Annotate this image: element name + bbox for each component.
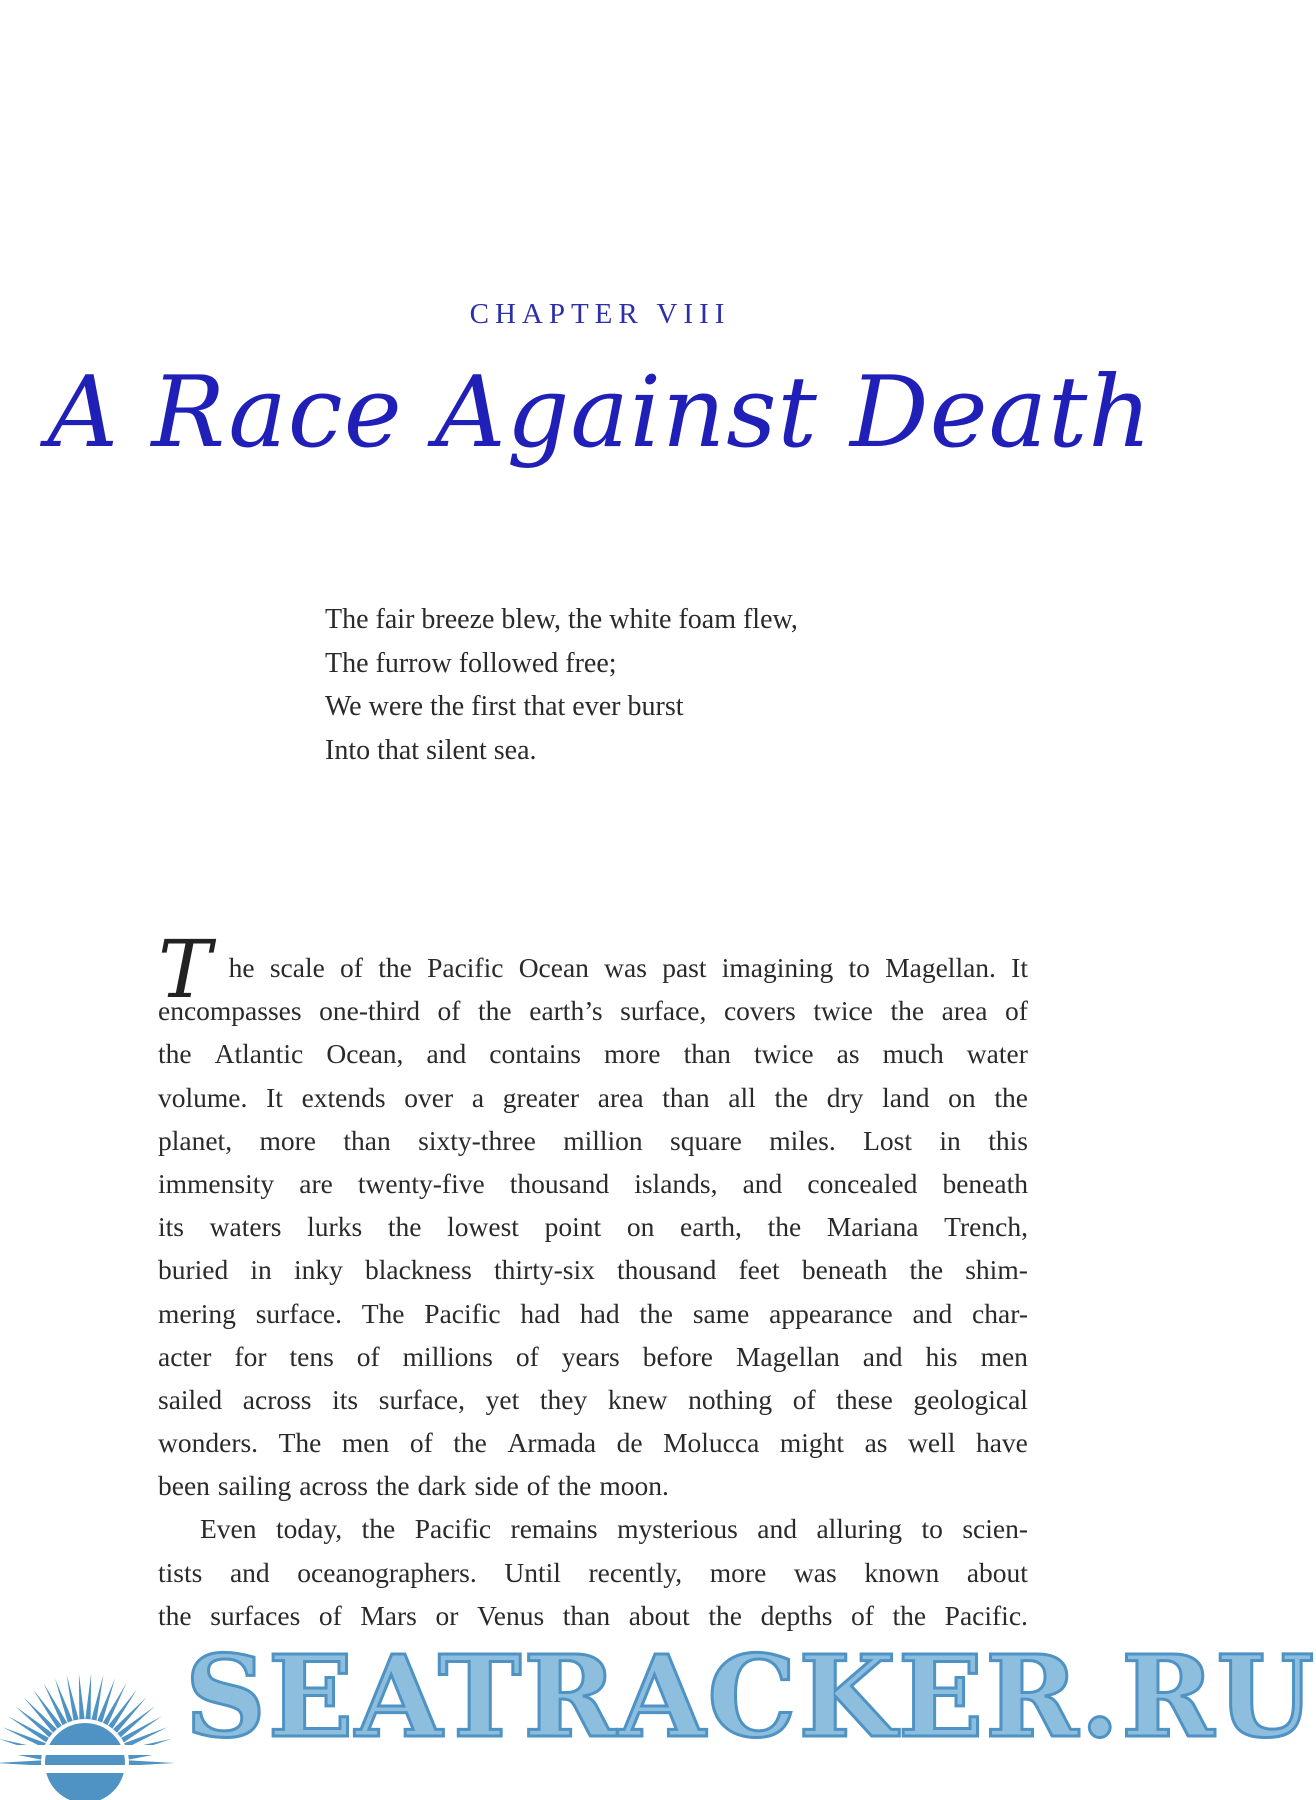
body-word: known <box>864 1556 940 1588</box>
body-word: knew <box>607 1383 668 1415</box>
body-word: side <box>474 1470 519 1502</box>
body-word: extends <box>301 1081 386 1113</box>
body-line <box>158 1248 1028 1291</box>
sun-ray <box>97 1678 115 1722</box>
body-word: Ocean, <box>326 1038 404 1070</box>
body-word: tists <box>158 1556 203 1588</box>
body-word: the <box>708 1599 743 1631</box>
body-word: surface. <box>255 1297 342 1329</box>
body-word: covers <box>723 995 796 1027</box>
body-word: of <box>437 995 461 1027</box>
body-word: Atlantic <box>214 1038 304 1070</box>
body-word: are <box>299 1167 333 1199</box>
body-word: to <box>921 1513 943 1545</box>
body-word: char- <box>972 1297 1028 1329</box>
body-word: the <box>909 1254 944 1286</box>
body-word: of <box>340 952 363 983</box>
body-line <box>158 1162 1028 1205</box>
body-word: oceanographers. <box>297 1556 477 1588</box>
body-line <box>158 1507 1028 1550</box>
body-word: wonders. <box>158 1427 259 1459</box>
body-word: buried <box>158 1254 229 1286</box>
body-word: twice <box>813 995 873 1027</box>
body-word: in <box>250 1254 272 1286</box>
body-word: its <box>332 1383 359 1415</box>
body-word: of <box>318 1599 342 1631</box>
body-word: of <box>515 1340 539 1372</box>
body-word: he <box>228 952 255 983</box>
body-word: the <box>767 1211 802 1243</box>
body-word: more <box>604 1038 661 1070</box>
body-word: or <box>435 1599 459 1631</box>
body-word: have <box>975 1427 1028 1459</box>
body-word: surface, <box>620 995 707 1027</box>
body-word: Pacific <box>427 952 504 983</box>
body-word: It <box>1011 952 1028 983</box>
body-word: men <box>980 1340 1028 1372</box>
body-word: its <box>158 1211 184 1243</box>
body-word: de <box>616 1427 643 1459</box>
body-word: a <box>471 1081 485 1113</box>
body-line <box>158 1205 1028 1248</box>
body-word: moon. <box>599 1470 669 1502</box>
body-word: scien- <box>962 1513 1028 1545</box>
body-word: thousand <box>509 1167 610 1199</box>
body-word: the <box>890 995 925 1027</box>
body-word: of <box>1005 995 1028 1027</box>
body-word: alluring <box>816 1513 902 1545</box>
body-word: years <box>561 1340 620 1372</box>
body-word: these <box>836 1383 893 1415</box>
body-word: Magellan. <box>885 952 996 983</box>
epigraph-line: The fair breeze blew, the white foam flew, <box>325 604 798 635</box>
body-word: today, <box>275 1513 343 1545</box>
body-word: as <box>836 1038 860 1070</box>
body-word: before <box>642 1340 713 1372</box>
body-word: water <box>966 1038 1028 1070</box>
body-word: than <box>683 1038 731 1070</box>
body-word: twice <box>754 1038 814 1070</box>
body-word: Mariana <box>826 1211 919 1243</box>
body-word: Pacific. <box>944 1599 1028 1631</box>
body-word: mysterious <box>617 1513 738 1545</box>
body-word: dark <box>417 1470 467 1502</box>
body-word: Even <box>200 1513 257 1545</box>
epigraph <box>325 598 798 772</box>
body-word: men <box>341 1427 390 1459</box>
body-word: and <box>742 1167 783 1199</box>
body-word: area <box>597 1081 644 1113</box>
body-word: shim- <box>965 1254 1028 1286</box>
body-word: than <box>562 1599 611 1631</box>
body-word: sailed <box>158 1383 223 1415</box>
body-word: the <box>639 1297 674 1329</box>
body-word: the <box>158 1038 192 1070</box>
body-word: across <box>299 1470 368 1502</box>
body-word: much <box>882 1038 944 1070</box>
body-word: same <box>692 1297 750 1329</box>
body-word: mering <box>158 1297 236 1329</box>
body-word: across <box>242 1383 312 1415</box>
body-word: point <box>544 1211 602 1243</box>
sun-ray <box>85 1673 91 1719</box>
body-word: appearance <box>769 1297 893 1329</box>
body-word: might <box>779 1427 845 1459</box>
body-word: miles. <box>769 1124 836 1156</box>
body-word: islands, <box>634 1167 718 1199</box>
body-word: all <box>728 1081 756 1113</box>
body-word: than <box>662 1081 710 1113</box>
body-word: The <box>278 1427 322 1459</box>
body-word: over <box>404 1081 454 1113</box>
body-word: scale <box>269 952 325 983</box>
body-word: Venus <box>476 1599 545 1631</box>
body-word: and <box>757 1513 797 1545</box>
body-word: thirty-six <box>494 1254 595 1286</box>
chapter-label: CHAPTER VIII <box>469 298 731 330</box>
body-line <box>158 1119 1028 1162</box>
body-word: of <box>409 1427 433 1459</box>
body-word: of <box>850 1599 874 1631</box>
body-word: in <box>939 1124 961 1156</box>
body-word: the <box>376 1470 410 1502</box>
body-word: for <box>234 1340 267 1372</box>
body-word: feet <box>738 1254 780 1286</box>
body-word: and <box>912 1297 953 1329</box>
body-word: the <box>158 1599 192 1631</box>
body-word: area <box>941 995 988 1027</box>
body-word: one-third <box>319 995 420 1027</box>
body-word: sailing <box>217 1470 292 1502</box>
body-word: recently, <box>588 1556 683 1588</box>
body-word: and <box>229 1556 270 1588</box>
body-word: lowest <box>447 1211 519 1243</box>
sun-ray <box>0 1760 41 1765</box>
body-word: than <box>343 1124 391 1156</box>
body-word: the <box>774 1081 809 1113</box>
body-word: the <box>557 1470 592 1502</box>
sun-disc <box>45 1723 125 1800</box>
body-word: thousand <box>617 1254 717 1286</box>
body-word: to <box>848 952 870 983</box>
chapter-title: A Race Against Death <box>47 356 1153 470</box>
body-word: surface, <box>378 1383 466 1415</box>
body-word: Lost <box>863 1124 912 1156</box>
body-line <box>158 1292 1028 1335</box>
body-word: yet <box>485 1383 520 1415</box>
body-word: more <box>709 1556 767 1588</box>
body-word: earth’s <box>529 995 603 1027</box>
body-word: surfaces <box>210 1599 301 1631</box>
body-word: Pacific <box>414 1513 492 1545</box>
body-word: was <box>604 952 647 983</box>
body-word: dry <box>826 1081 864 1113</box>
body-word: concealed <box>807 1167 918 1199</box>
body-word: of <box>526 1470 550 1502</box>
body-word: twenty-five <box>357 1167 485 1199</box>
body-word: beneath <box>942 1167 1028 1199</box>
body-word: It <box>266 1081 283 1113</box>
body-line <box>158 1551 1028 1594</box>
body-word: depths <box>760 1599 833 1631</box>
body-word: the <box>453 1427 487 1459</box>
body-word: as <box>864 1427 888 1459</box>
body-word: been <box>158 1470 210 1502</box>
body-word: geological <box>913 1383 1028 1415</box>
body-line <box>158 1378 1028 1421</box>
body-word: his <box>925 1340 958 1372</box>
body-word: nothing <box>688 1383 773 1415</box>
body-word: immensity <box>158 1167 275 1199</box>
body-word: had <box>579 1297 620 1329</box>
body-word: on <box>626 1211 655 1243</box>
body-word: past <box>662 952 707 983</box>
body-word: square <box>670 1124 742 1156</box>
body-word: greater <box>502 1081 580 1113</box>
body-word: millions <box>402 1340 493 1372</box>
drop-cap: T <box>158 923 212 1016</box>
body-word: the <box>378 952 412 983</box>
body-line <box>158 1464 1028 1507</box>
body-word: acter <box>158 1340 212 1372</box>
body-word: the <box>478 995 512 1027</box>
body-word: of <box>356 1340 380 1372</box>
body-word: imagining <box>721 952 834 983</box>
body-word: Mars <box>360 1599 417 1631</box>
body-word: this <box>988 1124 1028 1156</box>
body-word: the <box>892 1599 927 1631</box>
body-word: had <box>520 1297 561 1329</box>
body-line <box>158 1335 1028 1378</box>
body-word: land <box>882 1081 930 1113</box>
body-word: remains <box>510 1513 598 1545</box>
body-word: on <box>948 1081 976 1113</box>
body-word: volume. <box>158 1081 248 1113</box>
body-word: Armada <box>507 1427 597 1459</box>
body-word: inky <box>293 1254 343 1286</box>
body-word: waters <box>209 1211 282 1243</box>
body-word: tens <box>289 1340 334 1372</box>
body-word: million <box>563 1124 643 1156</box>
body-word: about <box>966 1556 1028 1588</box>
body-line <box>158 1076 1028 1119</box>
body-word: sixty-three <box>418 1124 536 1156</box>
epigraph-line: We were the first that ever burst <box>325 691 684 722</box>
body-word: they <box>539 1383 588 1415</box>
body-word: planet, <box>158 1124 233 1156</box>
body-word: the <box>361 1513 396 1545</box>
body-word: Ocean <box>518 952 589 983</box>
body-word: well <box>908 1427 956 1459</box>
sun-ray <box>79 1673 85 1719</box>
body-word: contains <box>489 1038 581 1070</box>
body-word: lurks <box>307 1211 363 1243</box>
body-word: earth, <box>680 1211 742 1243</box>
body-line <box>158 1032 1028 1075</box>
body-word: the <box>994 1081 1028 1113</box>
sun-ray <box>55 1678 73 1722</box>
body-word: The <box>361 1297 405 1329</box>
body-line <box>158 989 1028 1032</box>
body-text <box>158 923 1028 1637</box>
body-word: and <box>862 1340 903 1372</box>
body-word: Until <box>504 1556 561 1588</box>
sun-ray <box>129 1760 175 1765</box>
body-word: Magellan <box>735 1340 840 1372</box>
body-word: and <box>426 1038 467 1070</box>
body-word: was <box>793 1556 837 1588</box>
body-word: of <box>792 1383 816 1415</box>
body-word: beneath <box>801 1254 888 1286</box>
body-word: blackness <box>364 1254 472 1286</box>
body-word: more <box>259 1124 316 1156</box>
epigraph-line: Into that silent sea. <box>325 734 537 766</box>
watermark-text: SEATRACKER.RU <box>185 1632 1316 1763</box>
epigraph-line: The furrow followed free; <box>325 647 617 679</box>
body-word: Molucca <box>663 1427 760 1459</box>
body-word: encompasses <box>158 995 302 1027</box>
body-word: Trench, <box>944 1211 1028 1243</box>
body-word: Pacific <box>424 1297 501 1329</box>
body-line <box>158 1421 1028 1464</box>
body-word: the <box>387 1211 422 1243</box>
body-word: about <box>628 1599 690 1631</box>
